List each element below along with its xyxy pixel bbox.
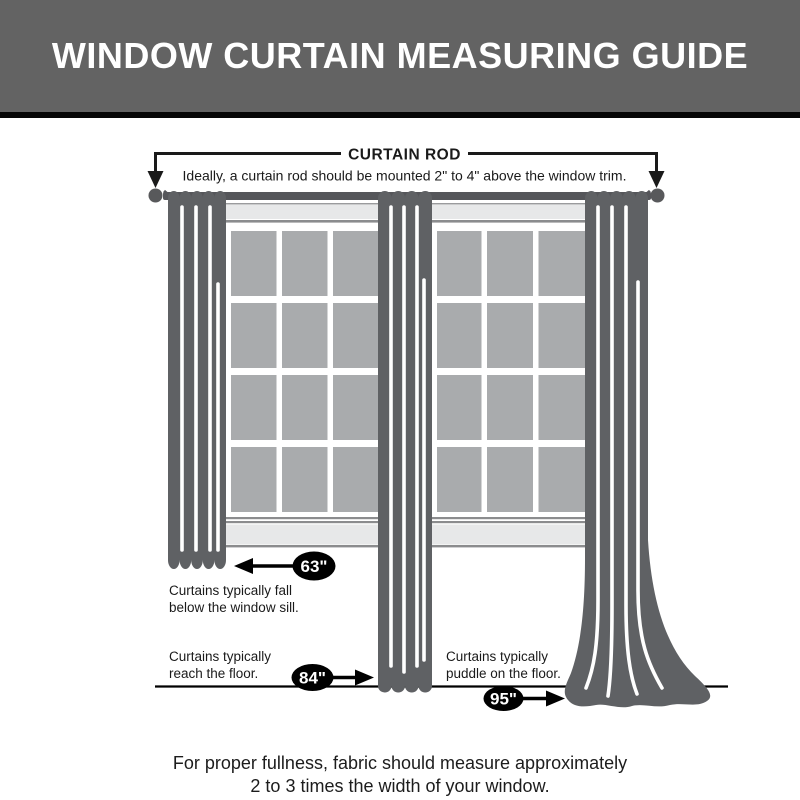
- down-arrow-icon: [148, 171, 164, 188]
- left-curtain: [168, 191, 226, 569]
- right-curtain: [565, 191, 710, 707]
- header-banner: [0, 0, 800, 118]
- window-sill-line: [222, 521, 380, 523]
- curtain-rod-annotation: [148, 147, 665, 189]
- measuring-diagram: [0, 118, 800, 730]
- measure-description: below the window sill.: [169, 600, 299, 615]
- measure-description: puddle on the floor.: [446, 666, 561, 681]
- rod-finial-right: [651, 189, 665, 203]
- measure-value: 63": [300, 557, 328, 576]
- page-title: WINDOW CURTAIN MEASURING GUIDE: [51, 35, 749, 76]
- measure-value: 84": [299, 668, 326, 688]
- window-mullion: [437, 368, 585, 375]
- footer-note: [0, 730, 800, 798]
- window-mullion: [437, 440, 585, 447]
- measurement-84: [169, 649, 374, 691]
- right-arrow-icon: [546, 691, 565, 707]
- window-trim-line: [222, 220, 380, 223]
- left-window: [222, 203, 380, 547]
- measure-value: 95": [490, 689, 517, 709]
- measure-description: Curtains typically: [169, 649, 272, 664]
- window-trim-edge: [222, 203, 380, 204]
- window-sill-line: [222, 517, 380, 519]
- rod-finial-left: [149, 189, 163, 203]
- window-sill: [222, 525, 380, 545]
- left-arrow-icon: [234, 558, 253, 574]
- footer-line-2: 2 to 3 times the width of your window.: [250, 776, 550, 797]
- window-mullion: [231, 368, 378, 375]
- measure-description: Curtains typically fall: [169, 583, 293, 598]
- down-arrow-icon: [649, 171, 665, 188]
- measurement-95: [446, 649, 565, 711]
- window-top-trim: [222, 205, 380, 220]
- middle-curtain: [378, 191, 432, 693]
- curtain-rod-note: Ideally, a curtain rod should be mounted 2" to 4" above the window trim.: [182, 167, 627, 184]
- window-sill-line: [222, 545, 380, 547]
- measure-description: Curtains typically: [446, 649, 549, 664]
- window-mullion: [437, 296, 585, 303]
- measure-description: reach the floor.: [169, 666, 259, 681]
- window-mullion: [231, 296, 378, 303]
- curtain-rod-label: CURTAIN ROD: [348, 146, 461, 164]
- window-mullion: [231, 440, 378, 447]
- right-arrow-icon: [355, 670, 374, 686]
- footer-line-1: For proper fullness, fabric should measure approximately: [172, 753, 628, 773]
